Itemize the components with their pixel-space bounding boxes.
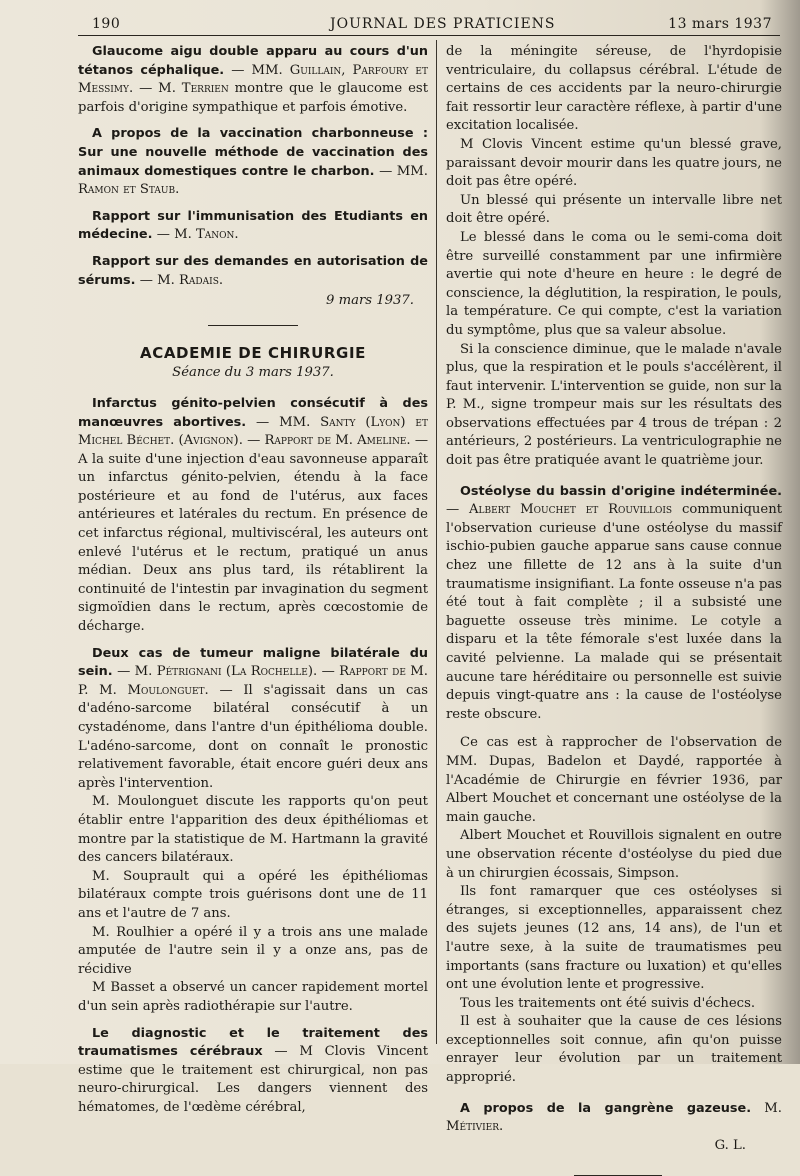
paragraph: Tous les traitements ont été suivis d'échecs. [460, 995, 756, 1011]
article-text: — M Clovis Vincent estime que le traitement est chirurgical, non pas neuro-chirurgical. Les dangers viennent des hématomes, de l'œdème cérébral, [78, 1044, 428, 1115]
paragraph: Le blessé dans le coma ou le semi-coma doit être surveillé constamment par une infirmière avertie qui note d'heure en heure : le degré de conscience, la déglutition, la respiration, le pouls, la température. Ce qui compte, c'est la variation du symptôme, plus que sa valeur absolue. [446, 229, 782, 338]
article-vaccination [78, 125, 428, 199]
section-separator [208, 325, 298, 326]
article-title: A propos de la gangrène gazeuse. [460, 1100, 752, 1116]
paragraph: M. Moulonguet discute les rapports qu'on peut établir entre l'apparition des deux épithéliomas et montre par la statistique de M. Hartmann la gravité des cancers bilatéraux. [78, 794, 428, 866]
paragraph: M Clovis Vincent estime qu'un blessé grave, paraissant devoir mourir dans les quatre jours, ne doit pas être opéré. [446, 136, 782, 190]
article-osteolyse [446, 483, 782, 725]
session-date: 9 mars 1937. [326, 293, 414, 309]
article-title: A propos de la vaccination charbonneuse : Sur une nouvelle méthode de vaccination des animaux domestiques contre le charbon. [78, 126, 428, 179]
section-seance: Séance du 3 mars 1937. [172, 365, 334, 381]
article-authors: — MM. Santy (Lyon) et Michel Béchet. (Avignon). — Rapport de M. Ameline. [78, 414, 428, 449]
paragraph: Ce cas est à rapprocher de l'observation de MM. Dupas, Badelon et Daydé, rapportée à l'Académie de Chirurgie en février 1936, par Albert Mouchet et concernant une ostéolyse de la main gauche. [446, 735, 782, 825]
paragraph: M. Souprault qui a opéré les épithéliomas bilatéraux compte trois guérisons dont une de 11 ans et l'autre de 7 ans. [78, 868, 428, 921]
section-heading: ACADEMIE DE CHIRURGIE [140, 343, 366, 362]
article-title: Rapport sur des demandes en autorisation de sérums. [78, 253, 428, 288]
article-title: Rapport sur l'immunisation des Etudiants en médecine. [78, 208, 428, 243]
issue-date: 13 mars 1937 [668, 16, 772, 32]
article-infarctus [78, 395, 428, 637]
paragraph [446, 1100, 782, 1137]
left-column [78, 43, 428, 1117]
article-text: — A la suite d'une injection d'eau savonneuse apparaît un infarctus génito-pelvien, étendu à la face postérieure et au fond de l'utérus, aux faces antérieures et latérales du rectum. En présence de cet infarctus régional, multiviscéral, les auteurs ont enlevé l'utérus et le rectum, pratiqué un anus médian. Deux ans plus tard, ils rétablirent la continuité de l'intestin par invagination du segment sigmoïdien dans le rectum, après cœcostomie de décharge. [78, 433, 428, 635]
article-authors: — Albert Mouchet et Rouvillois [446, 502, 673, 518]
article-serums [78, 253, 428, 311]
signature: G. L. [714, 1137, 746, 1153]
article-authors: — MM. Ramon et Staub. [78, 163, 428, 198]
page-header [92, 12, 780, 34]
paragraph [78, 1025, 428, 1118]
paragraph: de la méningite séreuse, de l'hyrdopisie ventriculaire, du collapsus cérébral. L'étude de certains de ces accidents par la neuro-chirurgie fait ressortir leur caractère réflexe, à partir d'une excitation localisée. [446, 44, 782, 134]
paragraph: Ils font ramarquer que ces ostéolyses si étranges, si exceptionnelles, apparaissent chez des sujets jeunes (12 ans, 14 ans), de l'un et l'autre sexe, à la suite de traumatismes peu importants (sans fracture ou luxation) et qu'elles ont une évolution lente et progressive. [446, 884, 782, 993]
article-immunisation [78, 208, 428, 245]
article-traumatismes [78, 1025, 428, 1118]
article-text: communiquent l'observation curieuse d'une ostéolyse du massif ischio-pubien gauche apparue sans cause connue chez une fillette de 12 ans à la suite d'un traumatisme insignifiant. La fonte osseuse n'a pas été tout à fait complète ; il a subsisté une baguette osseuse très minime. Le cotyle a disparu et la tête fémorale s'est luxée dans la cavité pelvienne. La malade qui se présentait aucune tare héréditaire ou personnelle est suivie depuis vingt-quatre ans : la cause de l'ostéolyse reste obscure. [446, 502, 783, 722]
paragraph [78, 208, 428, 245]
paragraph [446, 483, 782, 725]
article-title: Le diagnostic et le traitement des traumatismes cérébraux [78, 1025, 428, 1060]
article-authors: — M. Tanon. [156, 227, 239, 243]
article-authors: — M. Radais. [139, 272, 224, 288]
paragraph: Albert Mouchet et Rouvillois signalent en outre une observation récente d'ostéolyse du pied due à un chirurgien écossais, Simpson. [446, 828, 782, 881]
article-text: — Il s'agissait dans un cas d'adéno-sarcome bilatéral consécutif à un cystadénome, dans l'antre d'un épithélioma double. L'adéno-sarcome, dont on connaît le pronostic relativement favorable, était encore guéri deux ans après l'intervention. [78, 682, 428, 791]
paragraph: M. Roulhier a opéré il y a trois ans une malade amputée de l'autre sein il y a onze ans, pas de récidive [78, 924, 428, 977]
article-tumeur-sein [78, 645, 428, 1017]
article-authors: — M. Pétrignani (La Rochelle). — Rapport de M. P. M. Moulonguet. [78, 664, 428, 698]
paragraph: Si la conscience diminue, que le malade n'avale plus, que la respiration et le pouls s'accélèrent, il faut intervenir. L'intervention se guide, non sur la P. M., signe trompeur mais sur les résultats des observations effectuées par 4 trous de trépan : 2 antérieurs, 2 postérieurs. La ventriculographie ne doit pas être pratiquée avant le quatrième jour. [446, 341, 782, 469]
paragraph [78, 43, 428, 117]
paragraph [78, 125, 428, 199]
paragraph: M Basset a observé un cancer rapidement mortel d'un sein après radiothérapie sur l'autre. [78, 980, 428, 1014]
page-number: 190 [92, 16, 121, 32]
article-title: Glaucome aigu double apparu au cours d'un tétanos céphalique. [78, 44, 428, 78]
paragraph [78, 645, 428, 794]
paragraph [78, 253, 428, 290]
article-text: montre que le glaucome est parfois d'origine sympathique et parfois émotive. [78, 81, 428, 115]
header-rule [78, 35, 780, 36]
article-gangrene [446, 1100, 782, 1156]
paragraph: Un blessé qui présente un intervalle libre net doit être opéré. [446, 192, 782, 227]
article-authors: — MM. Guillain, Parfoury et Messimy. — M. Terrien [78, 62, 428, 97]
article-title: Deux cas de tumeur maligne bilatérale du sein. [78, 645, 428, 680]
article-glaucome [78, 43, 428, 117]
paragraph [78, 395, 428, 637]
article-title: Ostéolyse du bassin d'origine indéterminée. [460, 483, 782, 499]
journal-title: JOURNAL DES PRATICIENS [330, 16, 556, 32]
paragraph: Il est à souhaiter que la cause de ces lésions exceptionnelles soit connue, afin qu'on puisse enrayer leur évolution par un traitement approprié. [446, 1014, 782, 1086]
article-title: Infarctus génito-pelvien consécutif à des manœuvres abortives. [78, 395, 428, 430]
right-column [446, 43, 782, 1176]
article-authors: M. Métivier. [446, 1100, 782, 1135]
column-divider [436, 40, 437, 1044]
